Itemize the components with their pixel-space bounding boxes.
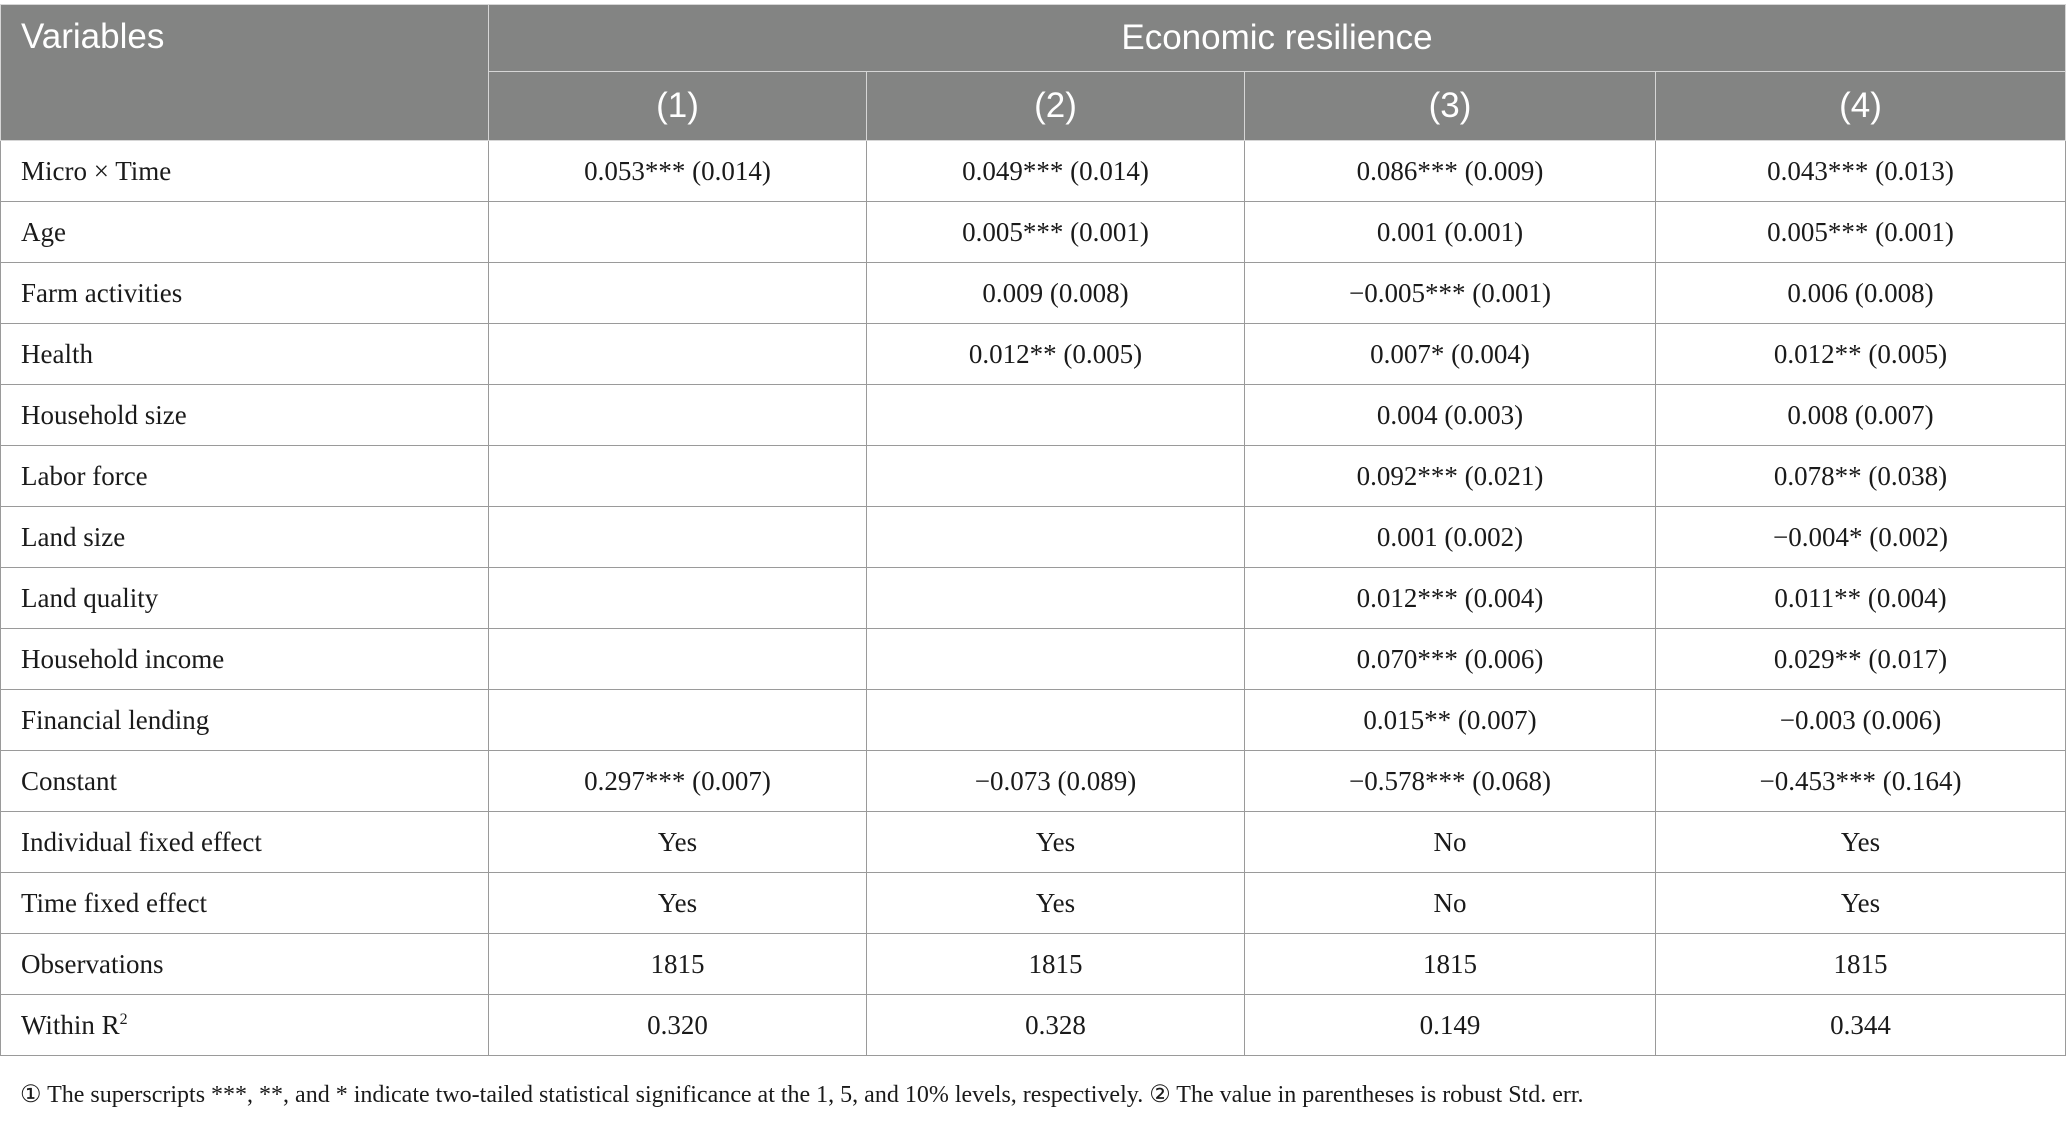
regression-table bbox=[0, 4, 2066, 1056]
coefficient-cell-model-1 bbox=[489, 202, 867, 263]
variable-label bbox=[1, 446, 489, 507]
coefficient-cell-model-1: 0.297*** (0.007) bbox=[489, 751, 867, 812]
variable-label-text: Constant bbox=[21, 765, 118, 796]
variable-label-text: Financial lending bbox=[21, 704, 210, 735]
coefficient-cell-model-2 bbox=[867, 446, 1245, 507]
coefficient-cell-model-4: Yes bbox=[1656, 812, 2066, 873]
variable-label bbox=[1, 507, 489, 568]
coefficient-cell-model-2: 0.009 (0.008) bbox=[867, 263, 1245, 324]
coefficient-cell-model-4: −0.004* (0.002) bbox=[1656, 507, 2066, 568]
table-footnote: ① The superscripts ***, **, and * indicate two-tailed statistical significance at the 1, 5, and 10% levels, respectively. ② The value in parentheses is robust Std. err. bbox=[20, 1082, 1584, 1108]
coefficient-cell-model-1 bbox=[489, 446, 867, 507]
table-header bbox=[1, 5, 2066, 141]
variable-label-text: Farm activities bbox=[21, 277, 183, 308]
coefficient-cell-model-4: Yes bbox=[1656, 873, 2066, 934]
table-row bbox=[1, 934, 2066, 995]
coefficient-cell-model-3: 0.092*** (0.021) bbox=[1245, 446, 1656, 507]
table-row bbox=[1, 507, 2066, 568]
table-row bbox=[1, 812, 2066, 873]
coefficient-cell-model-3: 0.001 (0.002) bbox=[1245, 507, 1656, 568]
variable-label bbox=[1, 873, 489, 934]
variable-label bbox=[1, 629, 489, 690]
table-row bbox=[1, 995, 2066, 1056]
coefficient-cell-model-2: Yes bbox=[867, 812, 1245, 873]
coefficient-cell-model-3: 0.001 (0.001) bbox=[1245, 202, 1656, 263]
variable-label-text: Household size bbox=[21, 399, 187, 430]
variable-label bbox=[1, 812, 489, 873]
coefficient-cell-model-3: No bbox=[1245, 812, 1656, 873]
coefficient-cell-model-1 bbox=[489, 568, 867, 629]
model-3-header: (3) bbox=[1245, 72, 1656, 141]
coefficient-cell-model-4: −0.003 (0.006) bbox=[1656, 690, 2066, 751]
coefficient-cell-model-3: 0.007* (0.004) bbox=[1245, 324, 1656, 385]
table-row bbox=[1, 202, 2066, 263]
coefficient-cell-model-4: 0.008 (0.007) bbox=[1656, 385, 2066, 446]
coefficient-cell-model-4: 0.078** (0.038) bbox=[1656, 446, 2066, 507]
coefficient-cell-model-3: 1815 bbox=[1245, 934, 1656, 995]
coefficient-cell-model-1 bbox=[489, 629, 867, 690]
variable-label-text: Household income bbox=[21, 643, 225, 674]
variable-label bbox=[1, 263, 489, 324]
variable-label bbox=[1, 690, 489, 751]
coefficient-cell-model-2 bbox=[867, 629, 1245, 690]
coefficient-cell-model-4: 0.006 (0.008) bbox=[1656, 263, 2066, 324]
coefficient-cell-model-4: 0.011** (0.004) bbox=[1656, 568, 2066, 629]
variable-label-superscript: 2 bbox=[119, 1010, 128, 1028]
coefficient-cell-model-3: −0.578*** (0.068) bbox=[1245, 751, 1656, 812]
coefficient-cell-model-4: 0.344 bbox=[1656, 995, 2066, 1056]
model-1-header: (1) bbox=[489, 72, 867, 141]
variable-label-text: Individual fixed effect bbox=[21, 826, 262, 857]
coefficient-cell-model-2: Yes bbox=[867, 873, 1245, 934]
coefficient-cell-model-3: 0.015** (0.007) bbox=[1245, 690, 1656, 751]
regression-table-container bbox=[0, 4, 2067, 1056]
coefficient-cell-model-3: 0.086*** (0.009) bbox=[1245, 141, 1656, 202]
table-row bbox=[1, 263, 2066, 324]
coefficient-cell-model-2: 0.049*** (0.014) bbox=[867, 141, 1245, 202]
variable-label-text: Health bbox=[21, 338, 93, 369]
coefficient-cell-model-1 bbox=[489, 507, 867, 568]
table-row bbox=[1, 751, 2066, 812]
coefficient-cell-model-1: Yes bbox=[489, 812, 867, 873]
coefficient-cell-model-1 bbox=[489, 385, 867, 446]
variable-label-text: Within R bbox=[21, 1009, 120, 1040]
coefficient-cell-model-1: 0.320 bbox=[489, 995, 867, 1056]
variable-label bbox=[1, 385, 489, 446]
coefficient-cell-model-3: 0.004 (0.003) bbox=[1245, 385, 1656, 446]
coefficient-cell-model-2: 0.012** (0.005) bbox=[867, 324, 1245, 385]
coefficient-cell-model-1 bbox=[489, 263, 867, 324]
table-body bbox=[1, 141, 2066, 1056]
table-row bbox=[1, 385, 2066, 446]
variable-label bbox=[1, 934, 489, 995]
coefficient-cell-model-1 bbox=[489, 324, 867, 385]
coefficient-cell-model-4: 1815 bbox=[1656, 934, 2066, 995]
coefficient-cell-model-2 bbox=[867, 690, 1245, 751]
coefficient-cell-model-3: 0.012*** (0.004) bbox=[1245, 568, 1656, 629]
variables-header: Variables bbox=[1, 5, 489, 141]
coefficient-cell-model-4: 0.029** (0.017) bbox=[1656, 629, 2066, 690]
coefficient-cell-model-1: 1815 bbox=[489, 934, 867, 995]
coefficient-cell-model-3: 0.070*** (0.006) bbox=[1245, 629, 1656, 690]
coefficient-cell-model-2 bbox=[867, 507, 1245, 568]
coefficient-cell-model-1: 0.053*** (0.014) bbox=[489, 141, 867, 202]
coefficient-cell-model-1 bbox=[489, 690, 867, 751]
table-row bbox=[1, 324, 2066, 385]
economic-resilience-header: Economic resilience bbox=[489, 5, 2066, 72]
coefficient-cell-model-2: −0.073 (0.089) bbox=[867, 751, 1245, 812]
table-row bbox=[1, 690, 2066, 751]
variable-label-text: Micro × Time bbox=[21, 155, 172, 186]
coefficient-cell-model-4: 0.005*** (0.001) bbox=[1656, 202, 2066, 263]
variable-label bbox=[1, 568, 489, 629]
coefficient-cell-model-2 bbox=[867, 385, 1245, 446]
variable-label bbox=[1, 202, 489, 263]
coefficient-cell-model-2: 0.328 bbox=[867, 995, 1245, 1056]
coefficient-cell-model-3: −0.005*** (0.001) bbox=[1245, 263, 1656, 324]
coefficient-cell-model-4: 0.012** (0.005) bbox=[1656, 324, 2066, 385]
coefficient-cell-model-2 bbox=[867, 568, 1245, 629]
variable-label bbox=[1, 995, 489, 1056]
coefficient-cell-model-4: −0.453*** (0.164) bbox=[1656, 751, 2066, 812]
variable-label-text: Age bbox=[21, 216, 66, 247]
variable-label-text: Land quality bbox=[21, 582, 159, 613]
model-4-header: (4) bbox=[1656, 72, 2066, 141]
variable-label bbox=[1, 141, 489, 202]
coefficient-cell-model-4: 0.043*** (0.013) bbox=[1656, 141, 2066, 202]
table-row bbox=[1, 629, 2066, 690]
variable-label-text: Labor force bbox=[21, 460, 148, 491]
coefficient-cell-model-1: Yes bbox=[489, 873, 867, 934]
table-row bbox=[1, 446, 2066, 507]
variable-label bbox=[1, 751, 489, 812]
variable-label-text: Land size bbox=[21, 521, 126, 552]
coefficient-cell-model-3: No bbox=[1245, 873, 1656, 934]
variable-label-text: Observations bbox=[21, 948, 164, 979]
model-2-header: (2) bbox=[867, 72, 1245, 141]
coefficient-cell-model-2: 0.005*** (0.001) bbox=[867, 202, 1245, 263]
table-row bbox=[1, 141, 2066, 202]
variable-label-text: Time fixed effect bbox=[21, 887, 207, 918]
coefficient-cell-model-3: 0.149 bbox=[1245, 995, 1656, 1056]
variable-label bbox=[1, 324, 489, 385]
coefficient-cell-model-2: 1815 bbox=[867, 934, 1245, 995]
table-row bbox=[1, 568, 2066, 629]
table-row bbox=[1, 873, 2066, 934]
